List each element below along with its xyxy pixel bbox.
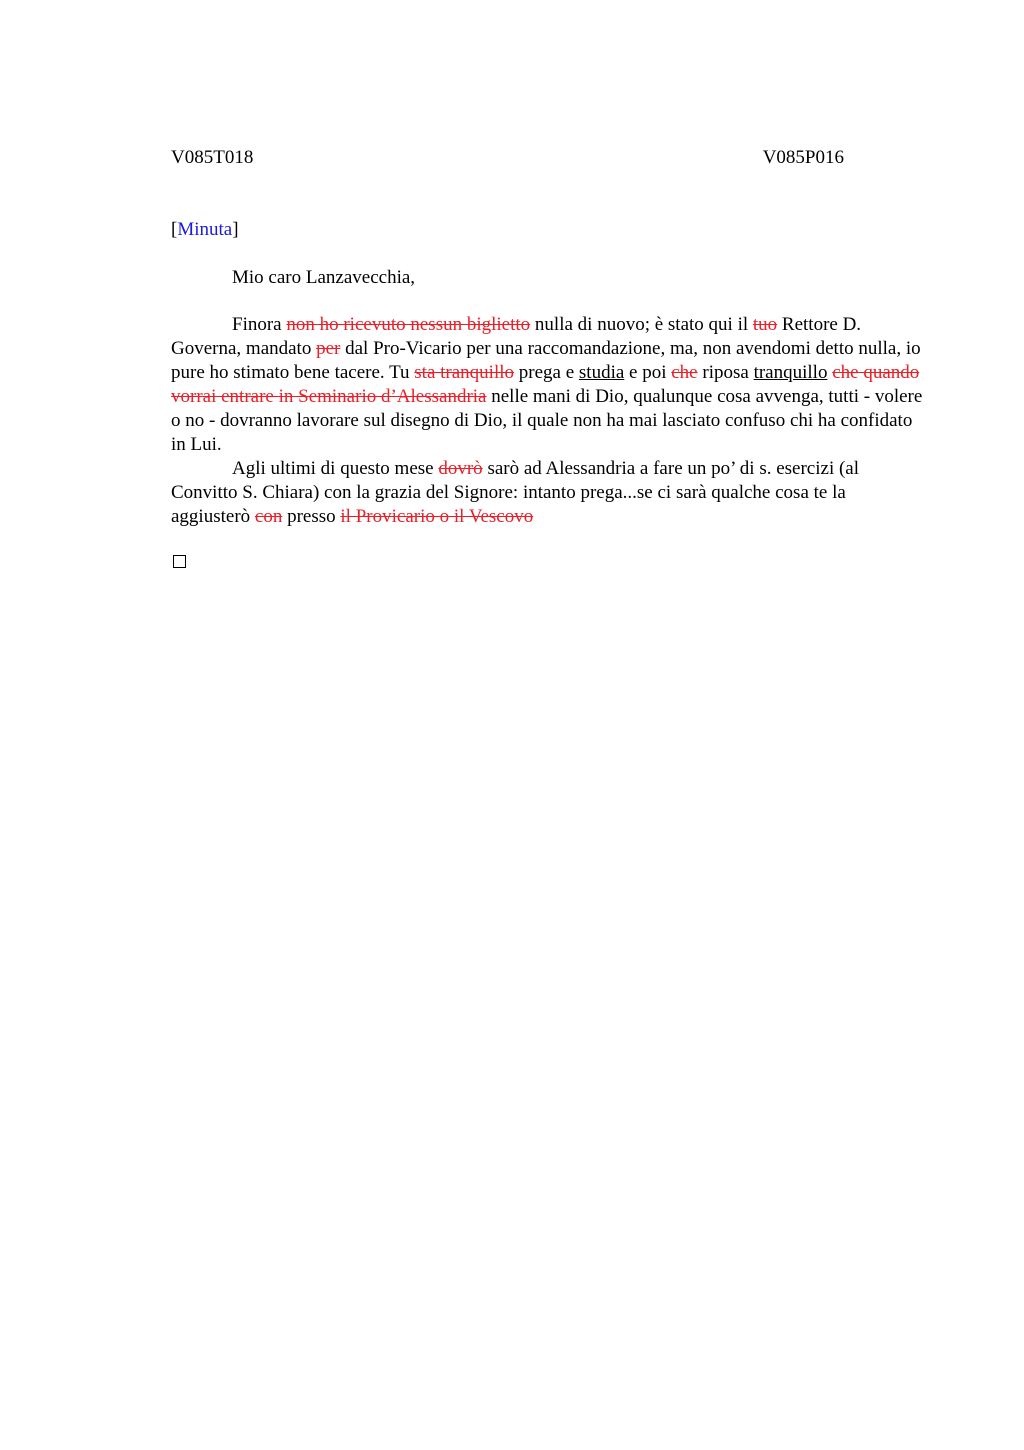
end-square-icon	[173, 555, 186, 568]
paragraph-2	[171, 457, 926, 529]
deleted-text: che	[671, 362, 698, 383]
deleted-text: tuo	[752, 314, 778, 335]
salutation: Mio caro Lanzavecchia,	[232, 267, 416, 288]
document-code-left: V085T018	[171, 147, 254, 168]
underlined-text: tranquillo	[753, 362, 828, 383]
text-run: Agli ultimi di questo mese	[232, 458, 439, 479]
text-run: riposa	[697, 362, 754, 383]
underlined-text: studia	[578, 362, 625, 383]
text-run: sarò ad Alessandria a fare un po’ di s. esercizi (al Convitto S. Chiara) con la grazia del Signore: intanto prega...se ci sarà qualche cosa te la aggiusterò	[171, 458, 860, 527]
minuta-close-bracket: ]	[232, 219, 239, 240]
text-run: Rettore D. Governa, mandato	[171, 314, 862, 359]
text-run: dal Pro-Vicario per una raccomandazione, ma, non avendomi detto nulla, io pure ho stimato bene tacere. Tu	[171, 338, 921, 383]
deleted-text: non ho ricevuto nessun biglietto	[286, 314, 531, 335]
deleted-text: il Provicario o il Vescovo	[340, 506, 534, 527]
text-run: e poi	[624, 362, 672, 383]
deleted-text: dovrò	[438, 458, 483, 479]
text-run: prega e	[514, 362, 579, 383]
text-run: nulla di nuovo; è stato qui il	[530, 314, 753, 335]
deleted-text: sta tranquillo	[414, 362, 514, 383]
minuta-text: Minuta	[177, 219, 233, 240]
text-run: nelle mani di Dio, qualunque cosa avvenga, tutti - volere o no - dovranno lavorare sul disegno di Dio, il quale non ha mai lasciato confuso chi ha confidato in Lui.	[171, 386, 923, 455]
deleted-text: per	[316, 338, 341, 359]
text-run: presso	[282, 506, 341, 527]
document-header	[171, 146, 844, 170]
document-code-right: V085P016	[762, 147, 844, 168]
minuta-label	[171, 218, 239, 242]
letter-body	[171, 313, 926, 529]
minuta-open-bracket: [	[171, 219, 178, 240]
text-run: Finora	[232, 314, 287, 335]
deleted-text: con	[254, 506, 283, 527]
deleted-text: che quando vorrai entrare in Seminario d’Alessandria	[171, 362, 920, 407]
paragraph-1	[171, 313, 926, 457]
